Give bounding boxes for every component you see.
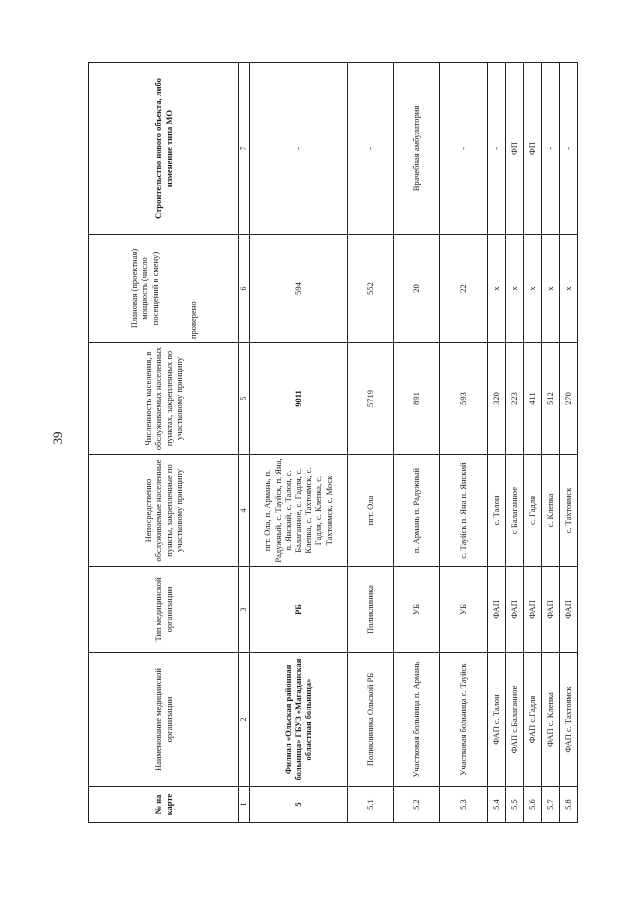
row-construction: -: [439, 63, 487, 235]
row-population: 5719: [347, 343, 393, 455]
row-construction: -: [487, 63, 505, 235]
table-row: [487, 63, 505, 823]
row-population: 593: [439, 343, 487, 455]
table-row: [439, 63, 487, 823]
row-num: 5.5: [505, 787, 523, 823]
row-type: ФАП: [541, 567, 559, 653]
row-settlements: с. Тауйск п. Яна п. Янский: [439, 455, 487, 567]
index-cell: 5: [239, 343, 250, 455]
row-type: ФАП: [523, 567, 541, 653]
row-settlements: с Балаганное: [505, 455, 523, 567]
row-type: Поликлиника: [347, 567, 393, 653]
page-number: 39: [50, 431, 65, 445]
header-capacity-note: проверено: [187, 301, 198, 339]
row-type: РБ: [249, 567, 347, 653]
header-capacity: [89, 235, 239, 343]
row-capacity: 552: [347, 235, 393, 343]
row-settlements: с. Гадля: [523, 455, 541, 567]
medical-organizations-table: [88, 62, 578, 823]
table-row: [393, 63, 439, 823]
header-row: [89, 63, 239, 823]
row-num: 5.6: [523, 787, 541, 823]
row-num: 5.7: [541, 787, 559, 823]
row-construction: -: [347, 63, 393, 235]
row-capacity: x: [487, 235, 505, 343]
row-population: 512: [541, 343, 559, 455]
index-cell: 1: [239, 787, 250, 823]
row-population: 411: [523, 343, 541, 455]
row-settlements: с. Талон: [487, 455, 505, 567]
row-type: УБ: [439, 567, 487, 653]
row-settlements: с. Тахтоямск: [559, 455, 577, 567]
table-row: [505, 63, 523, 823]
row-name: ФАП с. Тахтоямск: [559, 653, 577, 787]
row-type: ФАП: [487, 567, 505, 653]
row-construction: -: [541, 63, 559, 235]
row-name: Участковая больница с. Тауйск: [439, 653, 487, 787]
index-cell: 4: [239, 455, 250, 567]
row-name: ФАП с. Талон: [487, 653, 505, 787]
row-construction: -: [249, 63, 347, 235]
row-settlements: пгт. Ола, п. Армань, п. Радужный, с. Тауйск, п. Яна, п. Янский, с. Талон, с. Балаганное, с. Гадля, с. Клепка, с. Тахтоямск, с. Гадля, с. Клепка, с. Тахтоямск, с. Моск: [249, 455, 347, 567]
row-name: Филиал «Ольская районная больница» ГБУЗ «Магаданская областная больница»: [249, 653, 347, 787]
table-row: [347, 63, 393, 823]
header-population: Численность населения, в обслуживаемых населенных пунктах, закрепленных по участковому принципу: [89, 343, 239, 455]
row-num: 5.2: [393, 787, 439, 823]
row-population: 223: [505, 343, 523, 455]
table-row: [559, 63, 577, 823]
row-num: 5.4: [487, 787, 505, 823]
row-construction: ФП: [523, 63, 541, 235]
row-capacity: x: [523, 235, 541, 343]
row-capacity: 22: [439, 235, 487, 343]
header-construction: Строительство нового объекта, либо изменение типа МО: [89, 63, 239, 235]
index-cell: 2: [239, 653, 250, 787]
row-type: ФАП: [559, 567, 577, 653]
index-cell: 3: [239, 567, 250, 653]
header-name: Наименование медицинской организации: [89, 653, 239, 787]
rotated-table-wrapper: [88, 63, 573, 823]
row-name: ФАП с. Клепка: [541, 653, 559, 787]
header-capacity-text: Плановая (проектная) мощность (число посещений в смену): [129, 248, 160, 329]
header-settlements: Непосредственно обслуживаемые населенные пункты, закрепленные по участковому принципу: [89, 455, 239, 567]
row-population: 891: [393, 343, 439, 455]
row-settlements: п. Армань п. Радужный: [393, 455, 439, 567]
row-name: ФАП с.Гадля: [523, 653, 541, 787]
table-row: [541, 63, 559, 823]
index-row: [239, 63, 250, 823]
row-population: 320: [487, 343, 505, 455]
index-cell: 6: [239, 235, 250, 343]
row-name: Поликлиника Ольской РБ: [347, 653, 393, 787]
row-construction: -: [559, 63, 577, 235]
row-name: ФАП с.Балаганное: [505, 653, 523, 787]
row-capacity: x: [541, 235, 559, 343]
row-num: 5.1: [347, 787, 393, 823]
row-capacity: 20: [393, 235, 439, 343]
row-num: 5.8: [559, 787, 577, 823]
row-num: 5: [249, 787, 347, 823]
row-settlements: пгт. Ола: [347, 455, 393, 567]
row-construction: ФП: [505, 63, 523, 235]
row-num: 5.3: [439, 787, 487, 823]
row-capacity: 594: [249, 235, 347, 343]
row-capacity: x: [505, 235, 523, 343]
header-type: Тип медицинской организации: [89, 567, 239, 653]
table-row: [249, 63, 347, 823]
row-type: УБ: [393, 567, 439, 653]
row-settlements: с. Клепка: [541, 455, 559, 567]
row-population: 270: [559, 343, 577, 455]
table-row: [523, 63, 541, 823]
row-capacity: x: [559, 235, 577, 343]
row-type: ФАП: [505, 567, 523, 653]
row-name: Участковая больница п. Армань: [393, 653, 439, 787]
header-num: № на карте: [89, 787, 239, 823]
row-population: 9011: [249, 343, 347, 455]
row-construction: Врачебная амбулатория: [393, 63, 439, 235]
index-cell: 7: [239, 63, 250, 235]
